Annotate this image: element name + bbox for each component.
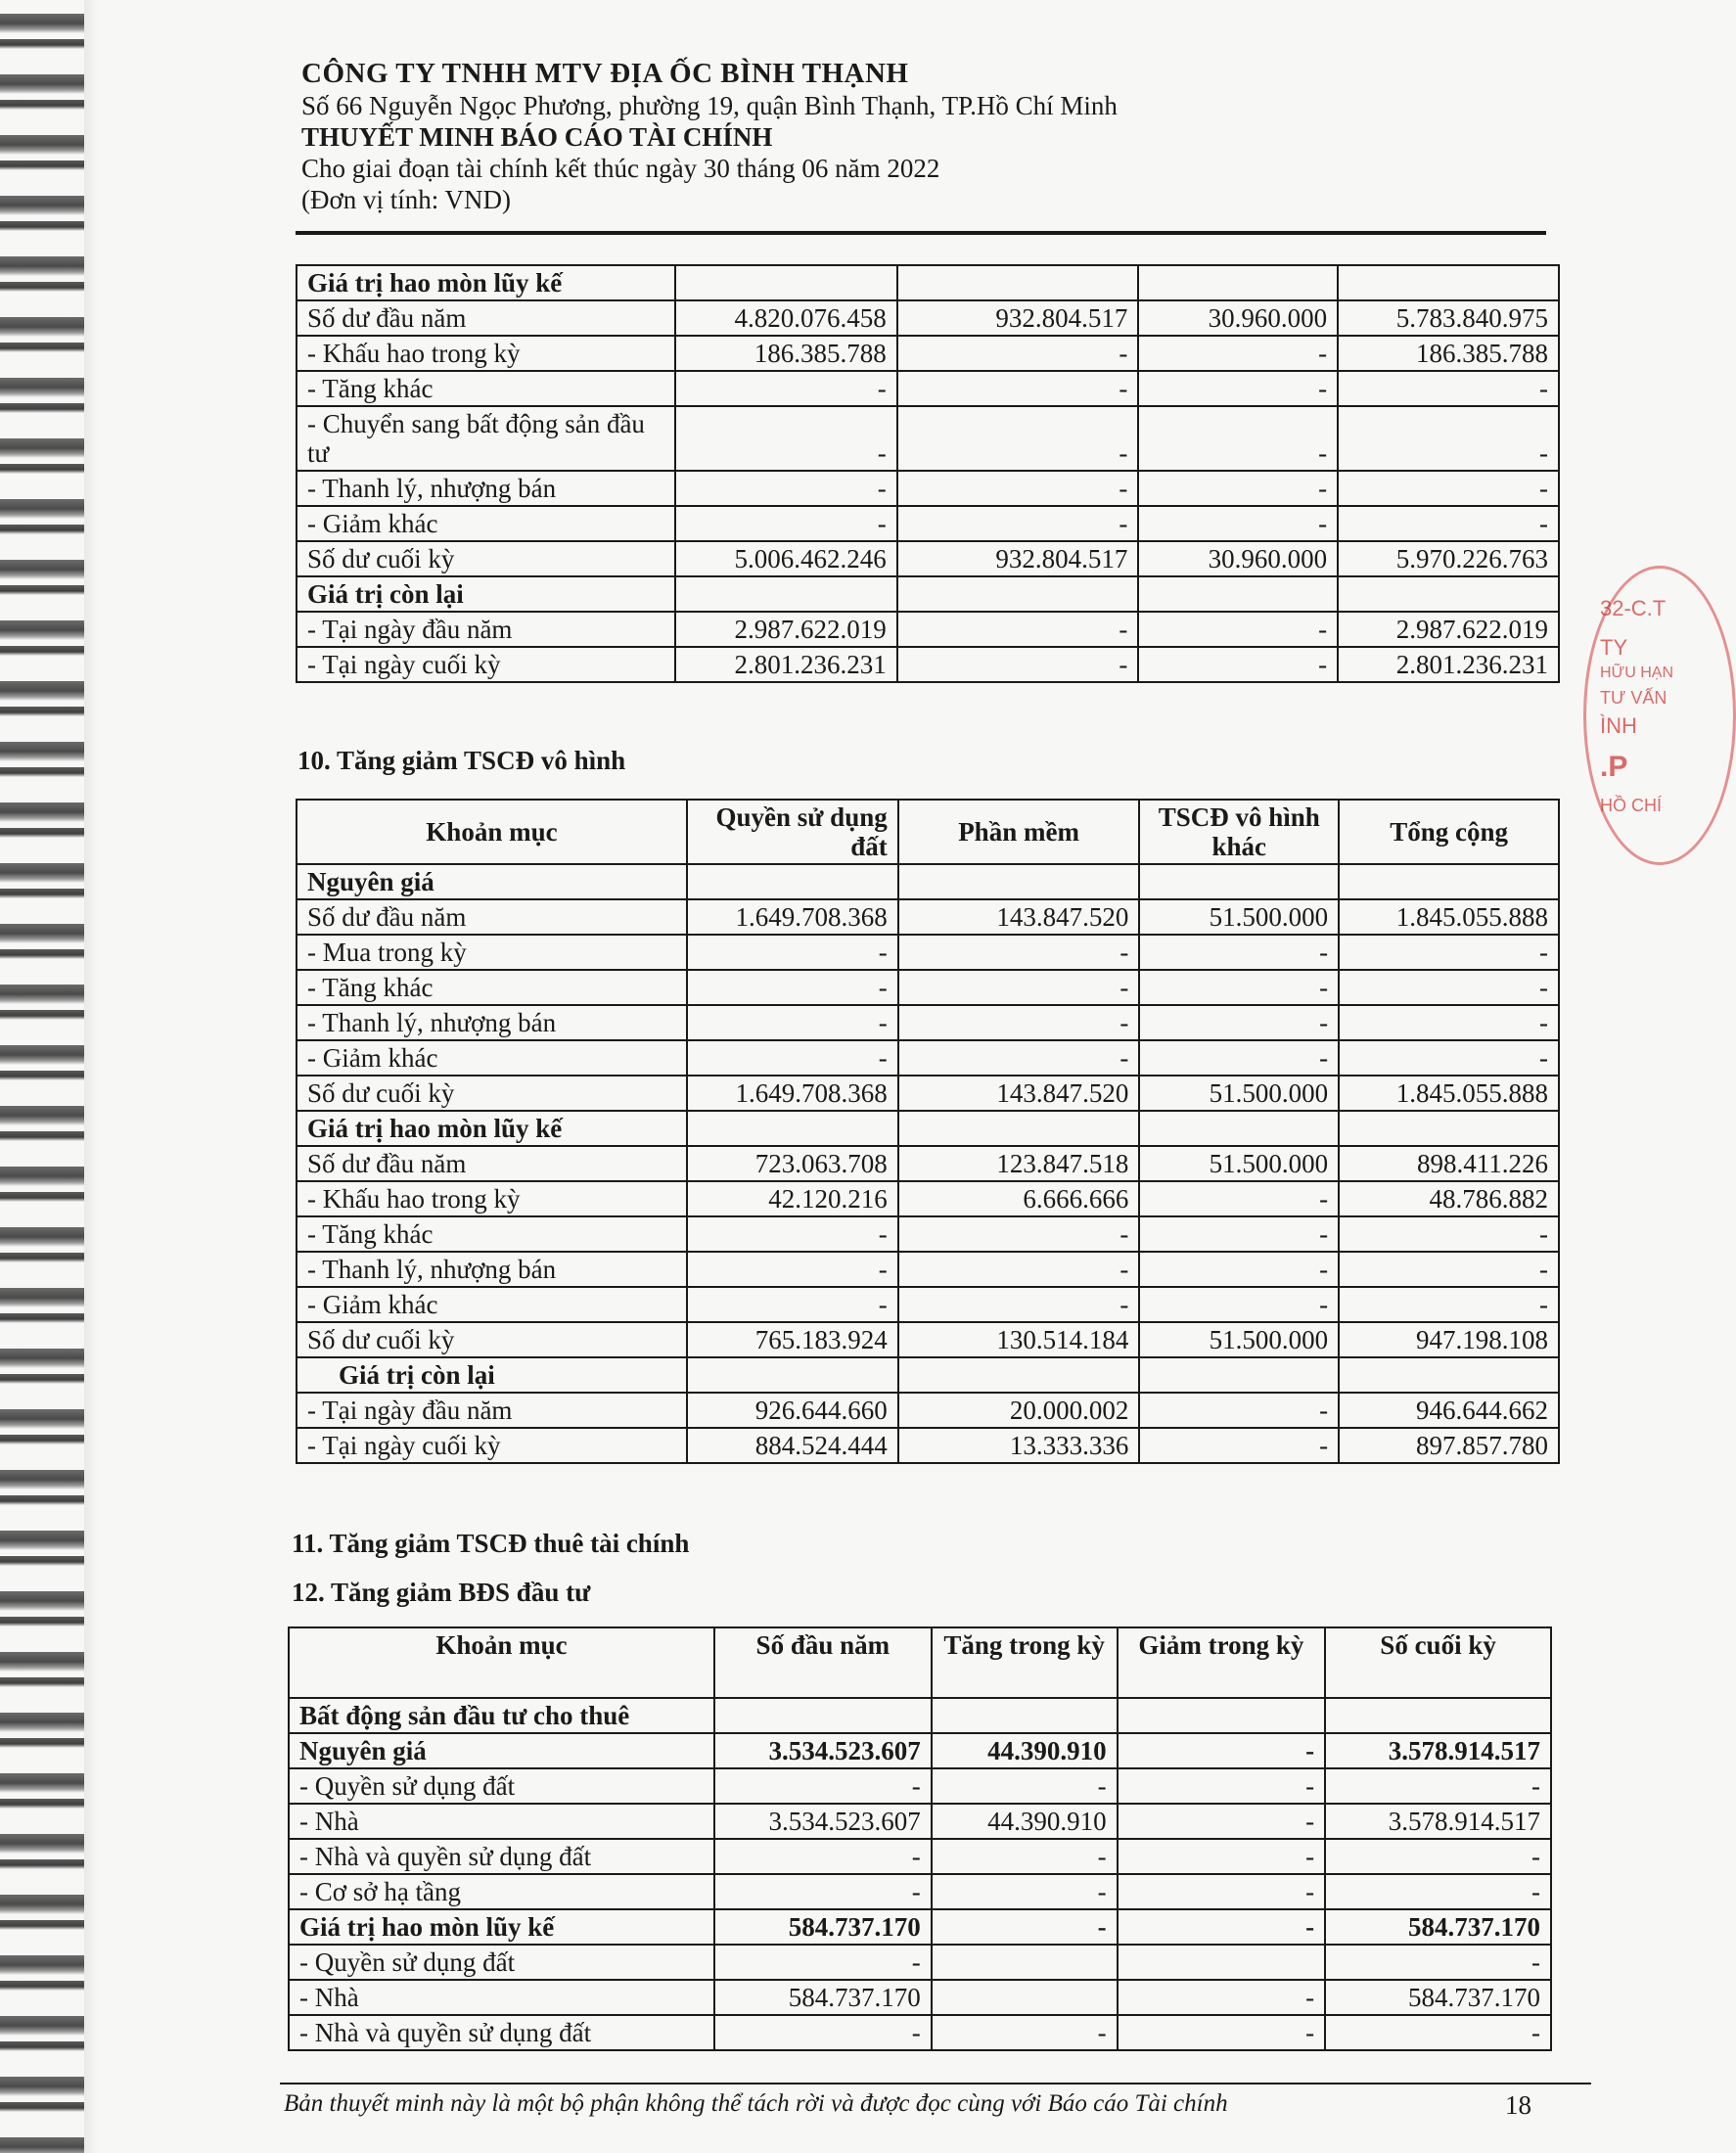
row-value: 5.006.462.246 (675, 541, 897, 576)
row-value: 1.845.055.888 (1339, 1076, 1559, 1111)
row-value (898, 1111, 1140, 1146)
row-label: - Khấu hao trong kỳ (297, 1181, 687, 1216)
row-value: 926.644.660 (687, 1393, 898, 1428)
row-value: - (675, 406, 897, 471)
document-title: THUYẾT MINH BÁO CÁO TÀI CHÍNH (301, 122, 773, 152)
header-total: Tổng cộng (1339, 800, 1559, 864)
row-value: 947.198.108 (1339, 1322, 1559, 1357)
row-label: - Giảm khác (297, 1287, 687, 1322)
section-11-title: 11. Tăng giảm TSCĐ thuê tài chính (292, 1529, 690, 1558)
row-value: - (1118, 1874, 1326, 1909)
row-value: 4.820.076.458 (675, 300, 897, 336)
row-value: - (1325, 2015, 1551, 2050)
row-value: - (1338, 371, 1559, 406)
row-value: 1.845.055.888 (1339, 899, 1559, 935)
row-value: 30.960.000 (1138, 541, 1338, 576)
table-row (289, 1733, 1551, 1768)
company-address: Số 66 Nguyễn Ngọc Phương, phường 19, quận Bình Thạnh, TP.Hồ Chí Minh (301, 91, 1118, 120)
spiral-binding (0, 0, 98, 2153)
row-value: - (675, 506, 897, 541)
row-value: 3.534.523.607 (714, 1804, 932, 1839)
row-label: - Nhà (289, 1804, 714, 1839)
row-label: - Giảm khác (297, 506, 675, 541)
table-row (289, 1804, 1551, 1839)
row-value: 584.737.170 (1325, 1980, 1551, 2015)
row-value: - (714, 1839, 932, 1874)
row-value (1118, 1698, 1326, 1733)
table-row (297, 1111, 1559, 1146)
page-number: 18 (1505, 2090, 1531, 2120)
row-value: - (1139, 1216, 1339, 1252)
row-value: - (897, 371, 1139, 406)
document-header (301, 57, 1554, 215)
row-value: - (1118, 1839, 1326, 1874)
row-value: - (1139, 1005, 1339, 1040)
row-value (1338, 576, 1559, 612)
header-software: Phần mềm (898, 800, 1140, 864)
row-label: Nguyên giá (297, 864, 687, 899)
row-value (898, 864, 1140, 899)
investment-property-table (288, 1626, 1552, 2051)
table-row (297, 1216, 1559, 1252)
row-value: 30.960.000 (1138, 300, 1338, 336)
table-row (297, 1357, 1559, 1393)
table-header-row (289, 1627, 1551, 1698)
row-label: Giá trị hao mòn lũy kế (297, 265, 675, 300)
row-value (897, 265, 1139, 300)
row-value: - (1339, 1252, 1559, 1287)
row-value: 932.804.517 (897, 541, 1139, 576)
row-value: 884.524.444 (687, 1428, 898, 1463)
row-value (1339, 864, 1559, 899)
row-value: - (687, 1005, 898, 1040)
row-value: 584.737.170 (714, 1980, 932, 2015)
row-value: 765.183.924 (687, 1322, 898, 1357)
row-value: - (687, 1252, 898, 1287)
row-label: Giá trị hao mòn lũy kế (289, 1909, 714, 1945)
row-label: Số dư cuối kỳ (297, 541, 675, 576)
row-value: - (1339, 1216, 1559, 1252)
table-row (297, 336, 1559, 371)
footer-note: Bản thuyết minh này là một bộ phận không thể tách rời và được đọc cùng với Báo cáo Tài chính (284, 2090, 1228, 2117)
row-value: - (714, 1768, 932, 1804)
row-label: Số dư đầu năm (297, 899, 687, 935)
row-value: - (1325, 1874, 1551, 1909)
row-label: - Nhà và quyền sử dụng đất (289, 2015, 714, 2050)
tangible-assets-table-continued (296, 264, 1560, 683)
row-value: 44.390.910 (932, 1804, 1118, 1839)
row-value: - (897, 406, 1139, 471)
row-value: - (898, 1216, 1140, 1252)
company-name: CÔNG TY TNHH MTV ĐỊA ỐC BÌNH THẠNH (301, 58, 909, 89)
row-value (1118, 1945, 1326, 1980)
row-value (1339, 1111, 1559, 1146)
row-value: - (898, 935, 1140, 970)
row-label: - Tại ngày cuối kỳ (297, 647, 675, 682)
row-value: 186.385.788 (1338, 336, 1559, 371)
row-value: - (898, 970, 1140, 1005)
section-12-title: 12. Tăng giảm BĐS đầu tư (292, 1578, 591, 1607)
table-row (297, 1181, 1559, 1216)
row-value (675, 576, 897, 612)
row-value: - (1118, 1804, 1326, 1839)
row-value (1139, 1357, 1339, 1393)
row-value (714, 1698, 932, 1733)
row-value: - (897, 647, 1139, 682)
row-value (1139, 1111, 1339, 1146)
row-value: 584.737.170 (1325, 1909, 1551, 1945)
row-value: 584.737.170 (714, 1909, 932, 1945)
row-value: - (1339, 935, 1559, 970)
row-value (932, 1945, 1118, 1980)
row-label: - Chuyển sang bất động sản đầu tư (297, 406, 675, 471)
row-value: - (687, 970, 898, 1005)
row-value: 946.644.662 (1339, 1393, 1559, 1428)
company-stamp (1583, 566, 1736, 865)
row-value: - (1339, 1287, 1559, 1322)
table-row (297, 1005, 1559, 1040)
row-value: - (1138, 471, 1338, 506)
row-value (1138, 265, 1338, 300)
row-label: - Thanh lý, nhượng bán (297, 471, 675, 506)
row-value: - (898, 1287, 1140, 1322)
row-value: - (1139, 1040, 1339, 1076)
row-value: - (1338, 471, 1559, 506)
row-value: - (932, 2015, 1118, 2050)
row-label: Giá trị còn lại (297, 576, 675, 612)
stamp-text: TƯ VẤN (1600, 688, 1667, 708)
row-value: - (932, 1874, 1118, 1909)
row-label: - Cơ sở hạ tầng (289, 1874, 714, 1909)
table-row (297, 471, 1559, 506)
header-increase: Tăng trong kỳ (932, 1627, 1118, 1698)
row-value (675, 265, 897, 300)
row-value: 897.857.780 (1339, 1428, 1559, 1463)
stamp-text: TY (1600, 635, 1628, 660)
row-value: - (1138, 612, 1338, 647)
row-value: - (932, 1768, 1118, 1804)
row-value: - (687, 935, 898, 970)
row-value: 51.500.000 (1139, 1076, 1339, 1111)
row-value: 3.578.914.517 (1325, 1733, 1551, 1768)
row-value: 143.847.520 (898, 899, 1140, 935)
row-value: - (1339, 970, 1559, 1005)
table-row (297, 970, 1559, 1005)
table-row (289, 1945, 1551, 1980)
row-value (1138, 576, 1338, 612)
row-value: 20.000.002 (898, 1393, 1140, 1428)
row-value: - (1339, 1005, 1559, 1040)
row-value: - (1118, 1909, 1326, 1945)
row-value: - (1325, 1839, 1551, 1874)
table-row (297, 576, 1559, 612)
row-label: - Quyền sử dụng đất (289, 1945, 714, 1980)
row-value: - (675, 471, 897, 506)
table-row (297, 864, 1559, 899)
row-value: - (897, 506, 1139, 541)
row-value (687, 864, 898, 899)
row-value: 44.390.910 (932, 1733, 1118, 1768)
row-value (1139, 864, 1339, 899)
table-row (297, 1393, 1559, 1428)
table-row (289, 1839, 1551, 1874)
row-value: - (898, 1040, 1140, 1076)
row-value: - (1338, 406, 1559, 471)
row-value (932, 1698, 1118, 1733)
row-value (898, 1357, 1140, 1393)
table-row (297, 1287, 1559, 1322)
row-value: - (1138, 336, 1338, 371)
table-row (289, 2015, 1551, 2050)
row-value (1325, 1698, 1551, 1733)
row-label: Nguyên giá (289, 1733, 714, 1768)
row-value: - (714, 1945, 932, 1980)
table-row (297, 612, 1559, 647)
row-value: - (687, 1216, 898, 1252)
row-label: - Tại ngày đầu năm (297, 612, 675, 647)
row-label: - Tăng khác (297, 970, 687, 1005)
row-value: 932.804.517 (897, 300, 1139, 336)
table-row (297, 506, 1559, 541)
row-value (897, 576, 1139, 612)
row-value: 51.500.000 (1139, 899, 1339, 935)
row-value: 48.786.882 (1339, 1181, 1559, 1216)
row-value: - (675, 371, 897, 406)
row-label: Giá trị hao mòn lũy kế (297, 1111, 687, 1146)
header-rule (296, 231, 1546, 235)
header-land-use-rights: Quyền sử dụng đất (687, 800, 898, 864)
table-row (297, 1252, 1559, 1287)
table-row (297, 1322, 1559, 1357)
row-label: - Quyền sử dụng đất (289, 1768, 714, 1804)
table-row (297, 647, 1559, 682)
table-row (297, 1076, 1559, 1111)
row-label: - Tại ngày đầu năm (297, 1393, 687, 1428)
row-label: - Tại ngày cuối kỳ (297, 1428, 687, 1463)
table-row (297, 541, 1559, 576)
row-value: 5.783.840.975 (1338, 300, 1559, 336)
row-value: - (687, 1287, 898, 1322)
row-value: 42.120.216 (687, 1181, 898, 1216)
row-value: 2.801.236.231 (1338, 647, 1559, 682)
row-value: 1.649.708.368 (687, 899, 898, 935)
table-row (297, 899, 1559, 935)
table-row (297, 300, 1559, 336)
row-value: - (1139, 1428, 1339, 1463)
row-label: - Thanh lý, nhượng bán (297, 1005, 687, 1040)
row-value (932, 1980, 1118, 2015)
row-label: - Tăng khác (297, 1216, 687, 1252)
row-value: - (1118, 1980, 1326, 2015)
row-value: - (897, 336, 1139, 371)
row-value: - (898, 1005, 1140, 1040)
row-label: Số dư đầu năm (297, 1146, 687, 1181)
stamp-text: .P (1600, 751, 1628, 783)
header-item: Khoản mục (289, 1627, 714, 1698)
section-10-title: 10. Tăng giảm TSCĐ vô hình (297, 746, 626, 775)
row-value: - (932, 1909, 1118, 1945)
row-value: 186.385.788 (675, 336, 897, 371)
table-row (297, 406, 1559, 471)
row-value: 143.847.520 (898, 1076, 1140, 1111)
row-value: - (898, 1252, 1140, 1287)
row-value: - (1139, 1252, 1339, 1287)
row-value: - (714, 2015, 932, 2050)
table-row (297, 935, 1559, 970)
table-row (289, 1980, 1551, 2015)
row-label: - Thanh lý, nhượng bán (297, 1252, 687, 1287)
row-value: 51.500.000 (1139, 1146, 1339, 1181)
footer-rule (280, 2083, 1591, 2084)
stamp-text: 32-C.T (1600, 596, 1667, 620)
row-label: Giá trị còn lại (297, 1357, 687, 1393)
row-value: 2.987.622.019 (1338, 612, 1559, 647)
table-row (289, 1909, 1551, 1945)
row-value: - (1138, 647, 1338, 682)
row-value (1339, 1357, 1559, 1393)
row-value: - (1138, 371, 1338, 406)
row-value: 51.500.000 (1139, 1322, 1339, 1357)
row-value: - (1139, 1181, 1339, 1216)
row-label: - Khấu hao trong kỳ (297, 336, 675, 371)
row-label: - Tăng khác (297, 371, 675, 406)
row-value: - (1339, 1040, 1559, 1076)
row-label: - Nhà và quyền sử dụng đất (289, 1839, 714, 1874)
table-row (289, 1874, 1551, 1909)
table-row (297, 1428, 1559, 1463)
table-row (289, 1698, 1551, 1733)
table-row (297, 371, 1559, 406)
header-closing: Số cuối kỳ (1325, 1627, 1551, 1698)
row-value: - (1139, 1393, 1339, 1428)
table-row (289, 1768, 1551, 1804)
intangible-assets-table (296, 799, 1560, 1464)
row-value (1338, 265, 1559, 300)
table-row (297, 265, 1559, 300)
row-value: 898.411.226 (1339, 1146, 1559, 1181)
row-value: 3.534.523.607 (714, 1733, 932, 1768)
row-value: - (897, 471, 1139, 506)
header-other-intangible: TSCĐ vô hình khác (1139, 800, 1339, 864)
row-label: - Mua trong kỳ (297, 935, 687, 970)
row-value: 3.578.914.517 (1325, 1804, 1551, 1839)
row-value: 2.801.236.231 (675, 647, 897, 682)
table-header-row (297, 800, 1559, 864)
header-decrease: Giảm trong kỳ (1118, 1627, 1326, 1698)
reporting-period: Cho giai đoạn tài chính kết thúc ngày 30 tháng 06 năm 2022 (301, 154, 940, 183)
currency-unit: (Đơn vị tính: VND) (301, 185, 512, 214)
row-label: - Nhà (289, 1980, 714, 2015)
row-value: - (932, 1839, 1118, 1874)
row-value: - (1118, 1768, 1326, 1804)
row-value: 2.987.622.019 (675, 612, 897, 647)
row-value: 123.847.518 (898, 1146, 1140, 1181)
row-value: 130.514.184 (898, 1322, 1140, 1357)
row-label: Số dư đầu năm (297, 300, 675, 336)
stamp-text: ÌNH (1600, 713, 1637, 738)
row-value: - (1325, 1945, 1551, 1980)
row-value: - (1118, 2015, 1326, 2050)
row-value (687, 1111, 898, 1146)
row-value: - (1139, 1287, 1339, 1322)
row-value: - (714, 1874, 932, 1909)
stamp-text: HỒ CHÍ (1600, 796, 1662, 815)
header-item: Khoản mục (297, 800, 687, 864)
row-value: - (897, 612, 1139, 647)
row-label: Bất động sản đầu tư cho thuê (289, 1698, 714, 1733)
row-label: - Giảm khác (297, 1040, 687, 1076)
row-value: - (687, 1040, 898, 1076)
row-value: 1.649.708.368 (687, 1076, 898, 1111)
stamp-text: HỮU HẠN (1600, 664, 1673, 681)
row-value: 5.970.226.763 (1338, 541, 1559, 576)
row-label: Số dư cuối kỳ (297, 1322, 687, 1357)
row-value: 6.666.666 (898, 1181, 1140, 1216)
row-value: - (1139, 970, 1339, 1005)
row-value: - (1139, 935, 1339, 970)
table-row (297, 1146, 1559, 1181)
header-opening: Số đầu năm (714, 1627, 932, 1698)
row-value: - (1338, 506, 1559, 541)
row-label: Số dư cuối kỳ (297, 1076, 687, 1111)
row-value (687, 1357, 898, 1393)
row-value: - (1138, 406, 1338, 471)
table-row (297, 1040, 1559, 1076)
row-value: - (1118, 1733, 1326, 1768)
row-value: - (1138, 506, 1338, 541)
row-value: 13.333.336 (898, 1428, 1140, 1463)
row-value: 723.063.708 (687, 1146, 898, 1181)
row-value: - (1325, 1768, 1551, 1804)
